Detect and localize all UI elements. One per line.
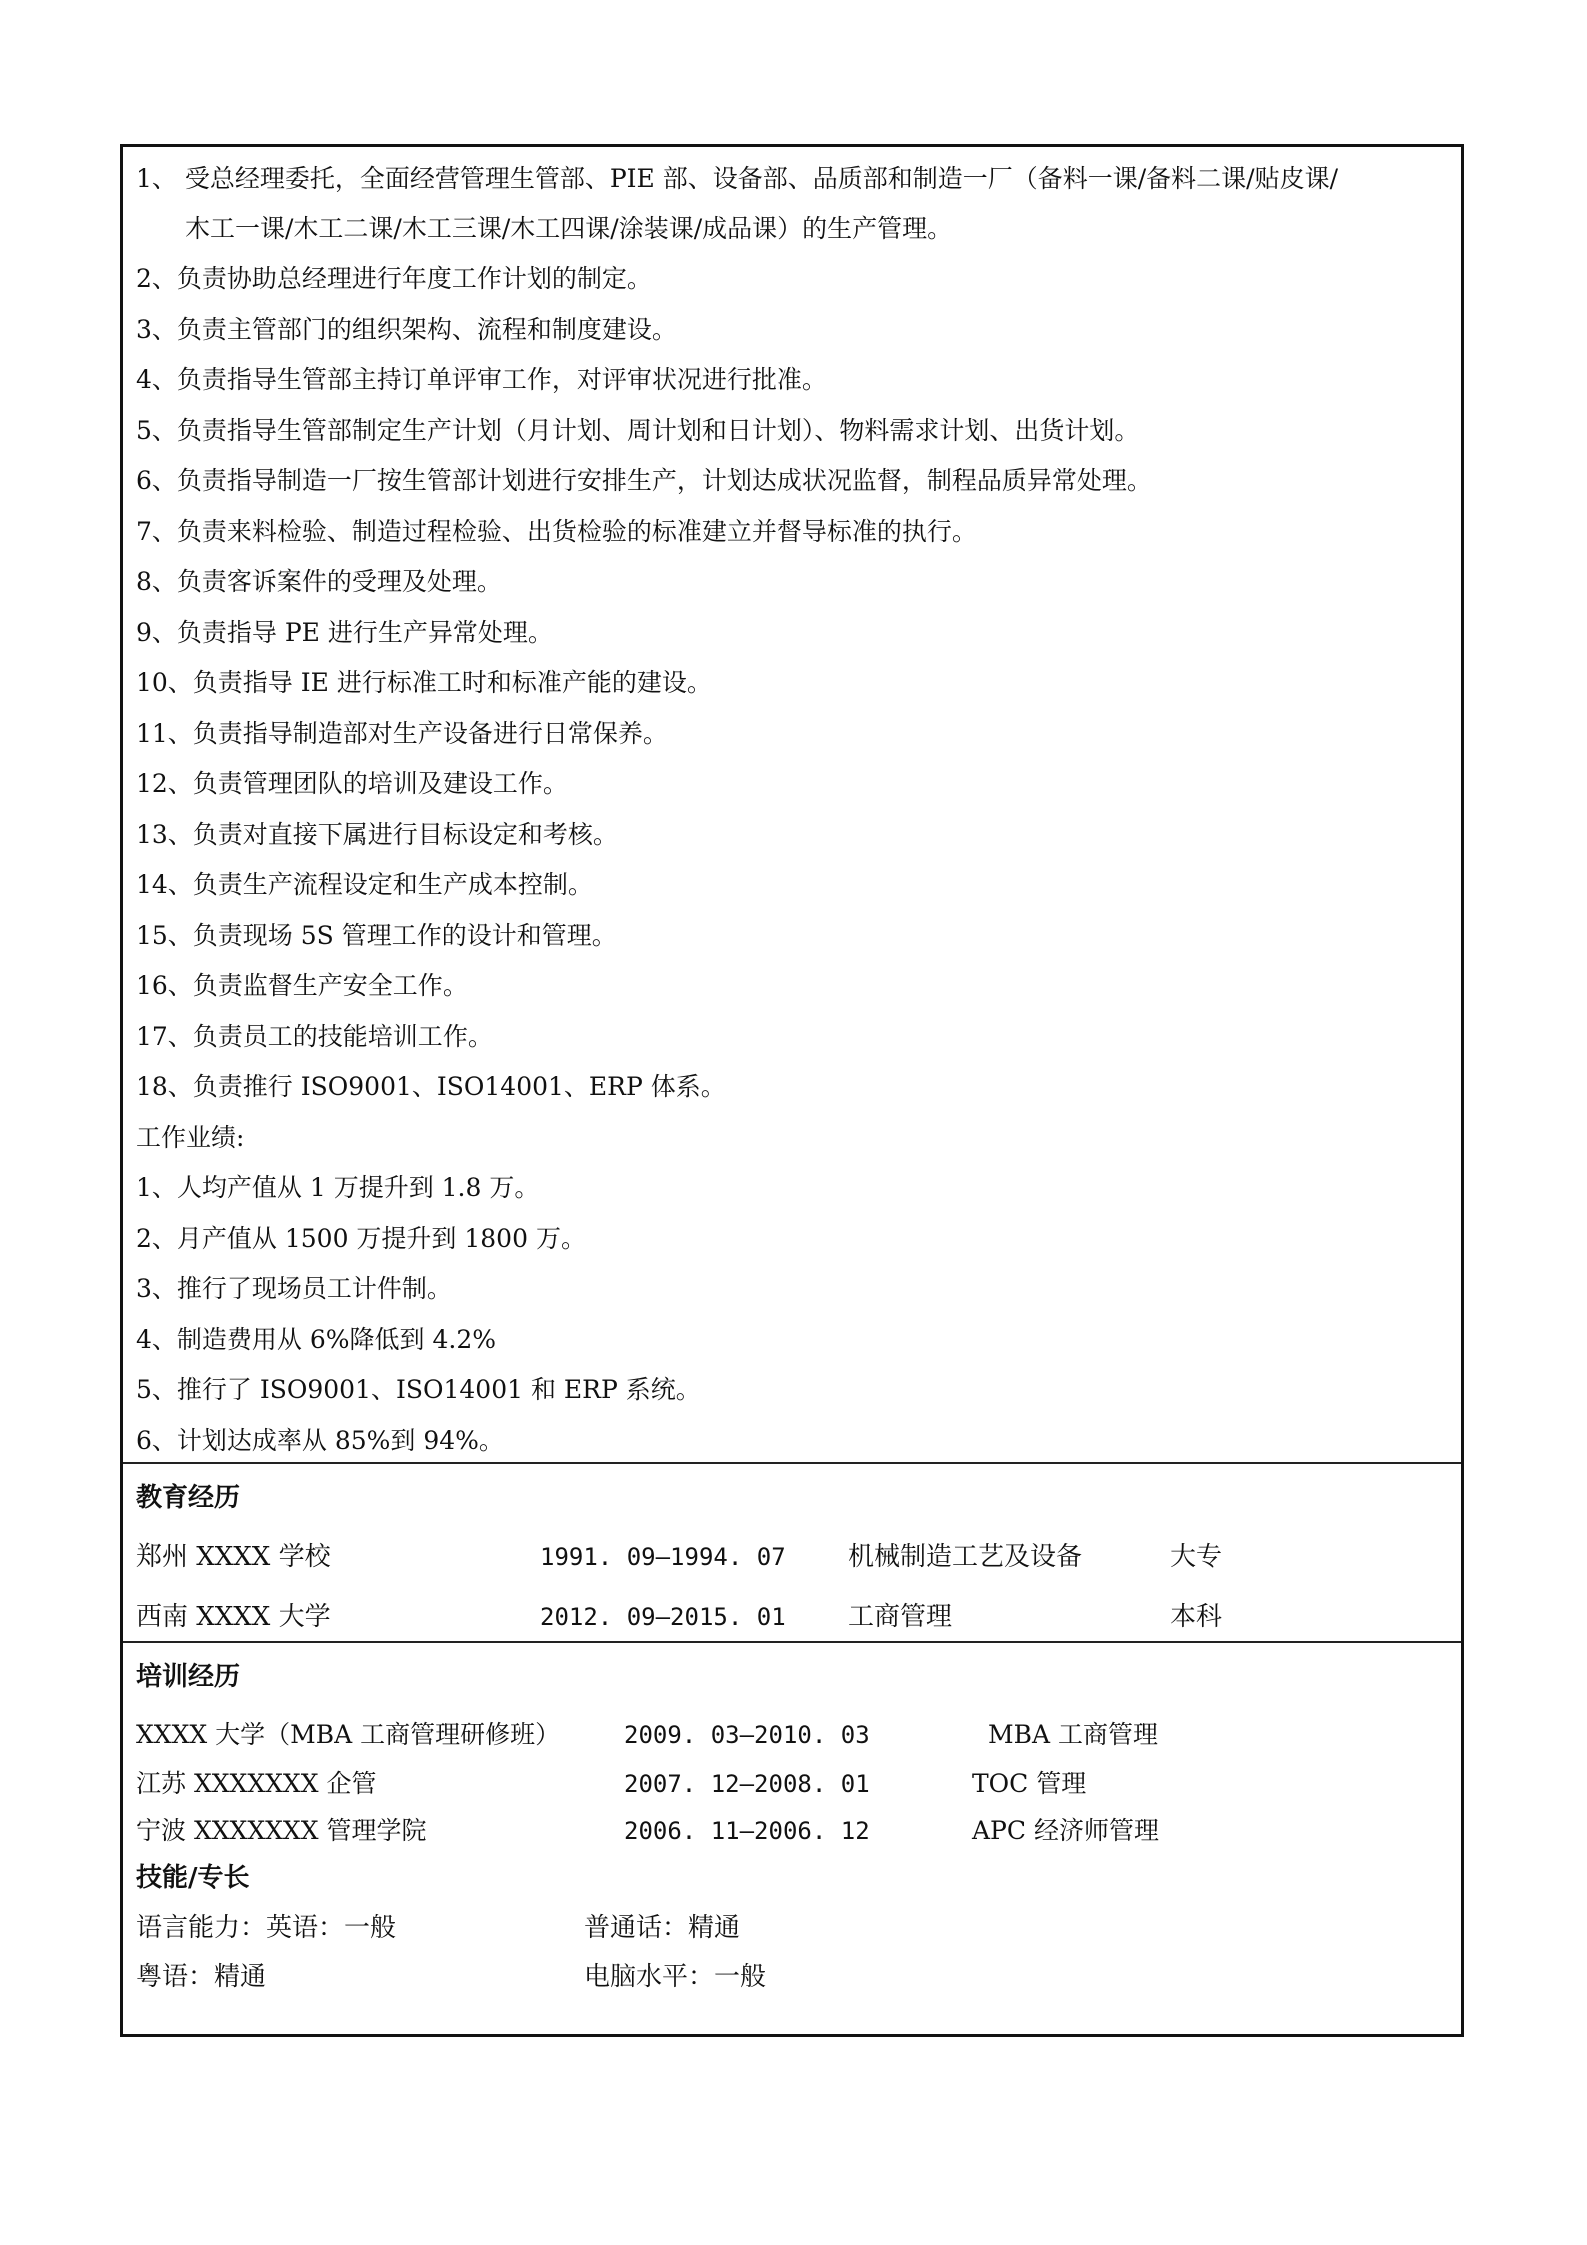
duty-line: 5、负责指导生管部制定生产计划（月计划、周计划和日计划）、物料需求计划、出货计划。 (136, 416, 1140, 445)
section-divider (123, 1641, 1461, 1643)
duty-line: 15、负责现场 5S 管理工作的设计和管理。 (136, 921, 617, 950)
duty-line: 17、负责员工的技能培训工作。 (136, 1022, 493, 1051)
education-degree: 本科 (1170, 1602, 1223, 1632)
duty-line: 7、负责来料检验、制造过程检验、出货检验的标准建立并督导标准的执行。 (136, 517, 977, 546)
training-period: 2006. 11—2006. 12 (624, 1817, 870, 1845)
duty-line: 3、负责主管部门的组织架构、流程和制度建设。 (136, 315, 677, 344)
duty-line: 10、负责指导 IE 进行标准工时和标准产能的建设。 (136, 668, 712, 697)
skill-item: 语言能力：英语：一般 (136, 1913, 397, 1943)
training-org: 江苏 XXXXXXX 企管 (136, 1769, 377, 1798)
duty-line: 13、负责对直接下属进行目标设定和考核。 (136, 820, 618, 849)
skill-item: 粤语：精通 (136, 1962, 267, 1992)
training-course: TOC 管理 (972, 1769, 1087, 1798)
duty-line: 4、负责指导生管部主持订单评审工作，对评审状况进行批准。 (136, 365, 827, 394)
duty-line: 1、 受总经理委托，全面经营管理生管部、PIE 部、设备部、品质部和制造一厂（备料一课/备料二课/贴皮课/ (136, 164, 1339, 193)
duty-line: 18、负责推行 ISO9001、ISO14001、ERP 体系。 (136, 1072, 726, 1101)
achievement-line: 4、制造费用从 6%降低到 4.2% (136, 1325, 496, 1354)
duty-line: 12、负责管理团队的培训及建设工作。 (136, 769, 568, 798)
achievement-line: 2、月产值从 1500 万提升到 1800 万。 (136, 1224, 586, 1253)
education-degree: 大专 (1170, 1542, 1223, 1572)
duty-line: 木工一课/木工二课/木工三课/木工四课/涂装课/成品课）的生产管理。 (185, 214, 953, 243)
education-school: 郑州 XXXX 学校 (136, 1542, 331, 1572)
education-title: 教育经历 (136, 1483, 241, 1513)
training-title: 培训经历 (136, 1662, 241, 1692)
skills-title: 技能/专长 (136, 1863, 250, 1893)
achievement-line: 6、计划达成率从 85%到 94%。 (136, 1426, 504, 1455)
education-major: 机械制造工艺及设备 (848, 1542, 1083, 1572)
duty-line: 8、负责客诉案件的受理及处理。 (136, 567, 502, 596)
duty-line: 9、负责指导 PE 进行生产异常处理。 (136, 618, 553, 647)
achievement-line: 1、人均产值从 1 万提升到 1.8 万。 (136, 1173, 540, 1202)
training-course: MBA 工商管理 (988, 1720, 1158, 1749)
training-org: XXXX 大学（MBA 工商管理研修班） (136, 1720, 561, 1749)
training-period: 2007. 12—2008. 01 (624, 1770, 870, 1798)
education-period: 1991. 09—1994. 07 (540, 1543, 786, 1571)
duty-line: 14、负责生产流程设定和生产成本控制。 (136, 870, 593, 899)
training-period: 2009. 03—2010. 03 (624, 1721, 870, 1749)
duty-line: 6、负责指导制造一厂按生管部计划进行安排生产，计划达成状况监督，制程品质异常处理。 (136, 466, 1152, 495)
training-course: APC 经济师管理 (972, 1816, 1159, 1845)
section-divider (123, 1462, 1461, 1464)
achievements-title: 工作业绩: (136, 1123, 245, 1152)
education-major: 工商管理 (848, 1602, 953, 1632)
skill-item: 电脑水平：一般 (584, 1962, 767, 1992)
education-period: 2012. 09—2015. 01 (540, 1603, 786, 1631)
education-school: 西南 XXXX 大学 (136, 1602, 331, 1632)
duty-line: 2、负责协助总经理进行年度工作计划的制定。 (136, 264, 652, 293)
duty-line: 16、负责监督生产安全工作。 (136, 971, 468, 1000)
achievement-line: 3、推行了现场员工计件制。 (136, 1274, 452, 1303)
achievement-line: 5、推行了 ISO9001、ISO14001 和 ERP 系统。 (136, 1375, 701, 1404)
training-org: 宁波 XXXXXXX 管理学院 (136, 1816, 427, 1845)
skill-item: 普通话：精通 (584, 1913, 741, 1943)
duty-line: 11、负责指导制造部对生产设备进行日常保养。 (136, 719, 668, 748)
